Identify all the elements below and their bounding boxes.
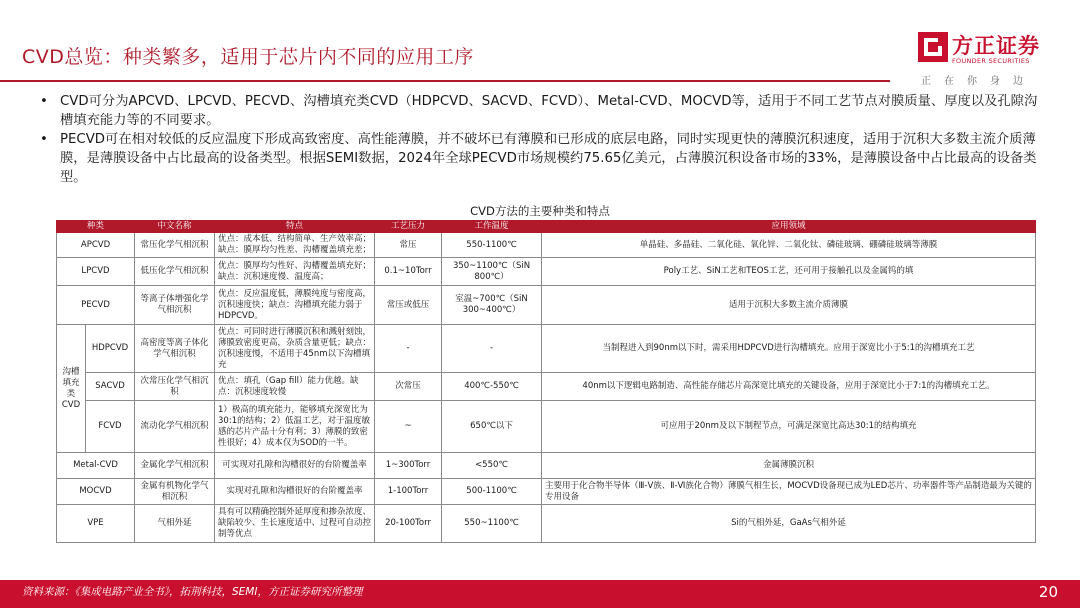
cell-application: 40nm以下逻辑电路制造、高性能存储芯片高深宽比填充的关键设备，应用于深宽比小于7:1的沟槽填充工艺。 — [542, 373, 1036, 401]
cell-application: 可应用于20nm及以下制程节点，可满足深宽比高达30:1的结构填充 — [542, 401, 1036, 453]
logo-english-name: FOUNDER SECURITIES — [952, 57, 1030, 65]
cell-type: HDPCVD — [86, 325, 135, 373]
cell-pressure: 1~300Torr — [375, 453, 442, 479]
cell-feature: 实现对孔隙和沟槽很好的台阶覆盖率 — [215, 479, 375, 505]
bullet-dot-icon: • — [40, 132, 48, 147]
table-caption: CVD方法的主要种类和特点 — [470, 204, 610, 218]
cell-type: APCVD — [57, 233, 135, 258]
cell-application: 适用于沉积大多数主流介质薄膜 — [542, 286, 1036, 325]
bullet-item — [38, 92, 1048, 130]
bullet-list — [38, 92, 1048, 187]
footer-bar — [0, 580, 1080, 608]
cell-name: 金属有机物化学气相沉积 — [135, 479, 215, 505]
company-logo — [918, 30, 1058, 88]
cell-name: 气相外延 — [135, 505, 215, 543]
bullet-item — [38, 130, 1048, 187]
cell-name: 等离子体增强化学气相沉积 — [135, 286, 215, 325]
cell-name: 高密度等离子体化学气相沉积 — [135, 325, 215, 373]
header-type: 种类 — [57, 221, 135, 233]
table-row — [57, 286, 1036, 325]
cell-type: LPCVD — [57, 258, 135, 286]
cell-pressure: ~ — [375, 401, 442, 453]
cell-temp: 400℃-550℃ — [442, 373, 542, 401]
source-note: 资料来源：《集成电路产业全书》，拓荆科技，SEMI，方正证券研究所整理 — [22, 586, 363, 598]
table-header-row — [57, 221, 1036, 233]
cell-pressure: - — [375, 325, 442, 373]
cell-temp: 550-1100℃ — [442, 233, 542, 258]
cell-feature: 优点：反应温度低，薄膜纯度与密度高，沉积速度快；缺点：沟槽填充能力弱于HDPCVD。 — [215, 286, 375, 325]
table-row — [57, 479, 1036, 505]
cell-feature: 可实现对孔隙和沟槽很好的台阶覆盖率 — [215, 453, 375, 479]
cell-group-label: 沟槽填充类CVD — [57, 325, 86, 453]
cell-feature: 优点：成本低、结构简单、生产效率高；缺点：膜厚均匀性差、沟槽覆盖填充差； — [215, 233, 375, 258]
table-row — [57, 233, 1036, 258]
page-number: 20 — [1038, 583, 1058, 601]
cell-pressure: 0.1~10Torr — [375, 258, 442, 286]
header-temp: 工作温度 — [442, 221, 542, 233]
table-row — [57, 453, 1036, 479]
cell-type: MOCVD — [57, 479, 135, 505]
cell-name: 金属化学气相沉积 — [135, 453, 215, 479]
cell-feature: 具有可以精确控制外延厚度和掺杂浓度、缺陷较少、生长速度适中、过程可自动控制等优点 — [215, 505, 375, 543]
cell-temp: - — [442, 325, 542, 373]
cell-application: Si的气相外延，GaAs气相外延 — [542, 505, 1036, 543]
header-pressure: 工艺压力 — [375, 221, 442, 233]
bullet-dot-icon: • — [40, 94, 48, 109]
page-title: CVD总览：种类繁多，适用于芯片内不同的应用工序 — [22, 46, 474, 68]
logo-name: 方正证券 — [952, 34, 1040, 58]
bullet-text: PECVD可在相对较低的反应温度下形成高致密度、高性能薄膜，并不破坏已有薄膜和已形成的底层电路，同时实现更快的薄膜沉积速度，适用于沉积大多数主流介质薄膜，是薄膜设备中占比最高的设备类型。根据SEMI数据，2024年全球PECVD市场规模约75.65亿美元，占薄膜沉积设备市场的33%，是薄膜设备中占比最高的设备类型。 — [60, 132, 1037, 185]
cell-application: 金属薄膜沉积 — [542, 453, 1036, 479]
cell-type: FCVD — [86, 401, 135, 453]
header-name: 中文名称 — [135, 221, 215, 233]
cell-temp: 350~1100℃（SiN 800℃） — [442, 258, 542, 286]
cell-temp: 550~1100℃ — [442, 505, 542, 543]
cvd-table — [56, 220, 1036, 543]
header-application: 应用领域 — [542, 221, 1036, 233]
cell-application: 当制程进入到90nm以下时，需采用HDPCVD进行沟槽填充。应用于深宽比小于5:1的沟槽填充工艺 — [542, 325, 1036, 373]
header-feature: 特点 — [215, 221, 375, 233]
cell-type: PECVD — [57, 286, 135, 325]
cell-temp: 650℃以下 — [442, 401, 542, 453]
cell-name: 次常压化学气相沉积 — [135, 373, 215, 401]
table-row — [57, 401, 1036, 453]
cell-name: 常压化学气相沉积 — [135, 233, 215, 258]
cell-feature: 1）极高的填充能力，能够填充深宽比为30:1的结构；2）低温工艺，对于温度敏感的芯片产品十分有利；3）薄膜的致密性很好；4）成本仅为SOD的一半。 — [215, 401, 375, 453]
cell-application: 单晶硅、多晶硅、二氧化硅、氧化锌、二氧化钛、磷硅玻璃、硼磷硅玻璃等薄膜 — [542, 233, 1036, 258]
table-row — [57, 258, 1036, 286]
table-row — [57, 505, 1036, 543]
cell-pressure: 常压 — [375, 233, 442, 258]
table-row — [57, 373, 1036, 401]
cell-temp: 室温~700℃（SiN 300~400℃） — [442, 286, 542, 325]
cell-feature: 优点：填孔（Gap fill）能力优越。缺点：沉积速度较慢 — [215, 373, 375, 401]
cell-type: VPE — [57, 505, 135, 543]
cell-application: 主要用于化合物半导体（Ⅲ-Ⅴ族、Ⅱ-Ⅵ族化合物）薄膜气相生长，MOCVD设备现已成为LED芯片、功率器件等产品制造最为关键的专用设备 — [542, 479, 1036, 505]
cell-pressure: 次常压 — [375, 373, 442, 401]
cell-name: 流动化学气相沉积 — [135, 401, 215, 453]
cell-temp: 500-1100℃ — [442, 479, 542, 505]
cell-type: SACVD — [86, 373, 135, 401]
cell-pressure: 1-100Torr — [375, 479, 442, 505]
cell-feature: 优点：可同时进行薄膜沉积和溅射刻蚀，薄膜致密度更高，杂质含量更低；缺点：沉积速度慢，不适用于45nm以下沟槽填充 — [215, 325, 375, 373]
cell-temp: <550℃ — [442, 453, 542, 479]
logo-slogan: 正在你身边 — [921, 76, 1036, 87]
table-row — [57, 325, 1036, 373]
logo-mark-icon — [918, 32, 948, 62]
cell-pressure: 常压或低压 — [375, 286, 442, 325]
cell-type: Metal-CVD — [57, 453, 135, 479]
cell-pressure: 20-100Torr — [375, 505, 442, 543]
bullet-text: CVD可分为APCVD、LPCVD、PECVD、沟槽填充类CVD（HDPCVD、SACVD、FCVD）、Metal-CVD、MOCVD等，适用于不同工艺节点对膜质量、厚度以及孔隙沟槽填充能力等的不同要求。 — [60, 94, 1038, 128]
cell-application: Poly工艺、SiN工艺和TEOS工艺，还可用于接触孔以及金属钨的填 — [542, 258, 1036, 286]
title-underline — [0, 80, 890, 82]
cell-name: 低压化学气相沉积 — [135, 258, 215, 286]
cell-feature: 优点：膜厚均匀性好、沟槽覆盖填充好；缺点：沉积速度慢、温度高； — [215, 258, 375, 286]
